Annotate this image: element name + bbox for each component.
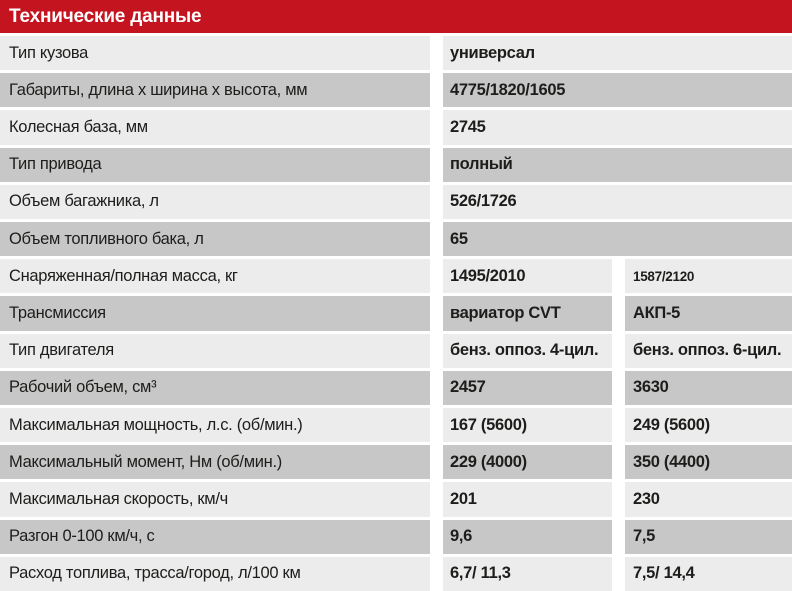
spec-row bbox=[0, 259, 792, 293]
spec-value-primary: 4775/1820/1605 bbox=[443, 73, 792, 107]
spec-value-primary: 65 bbox=[443, 222, 792, 256]
spec-label: Разгон 0-100 км/ч, с bbox=[0, 520, 430, 554]
spec-row bbox=[0, 408, 792, 442]
spec-label: Габариты, длина х ширина х высота, мм bbox=[0, 73, 430, 107]
spec-value-primary: полный bbox=[443, 148, 792, 182]
spec-label: Максимальная мощность, л.с. (об/мин.) bbox=[0, 408, 430, 442]
spec-label: Снаряженная/полная масса, кг bbox=[0, 259, 430, 293]
spec-value-primary: 6,7/ 11,3 bbox=[443, 557, 612, 591]
spec-row bbox=[0, 110, 792, 144]
table-title: Технические данные bbox=[9, 5, 202, 27]
spec-value-primary: 167 (5600) bbox=[443, 408, 612, 442]
spec-value-secondary: 230 bbox=[625, 482, 792, 516]
table-body bbox=[0, 36, 792, 591]
spec-value-secondary: АКП-5 bbox=[625, 296, 792, 330]
spec-row bbox=[0, 520, 792, 554]
spec-value-secondary: 7,5/ 14,4 bbox=[625, 557, 792, 591]
spec-label: Максимальный момент, Нм (об/мин.) bbox=[0, 445, 430, 479]
spec-label: Максимальная скорость, км/ч bbox=[0, 482, 430, 516]
spec-value-primary: 2457 bbox=[443, 371, 612, 405]
spec-row bbox=[0, 371, 792, 405]
spec-value-primary: 9,6 bbox=[443, 520, 612, 554]
spec-value-secondary: 3630 bbox=[625, 371, 792, 405]
spec-label: Тип привода bbox=[0, 148, 430, 182]
spec-label: Трансмиссия bbox=[0, 296, 430, 330]
spec-value-primary: бенз. оппоз. 4-цил. bbox=[443, 334, 612, 368]
spec-value-primary: вариатор CVT bbox=[443, 296, 612, 330]
spec-row bbox=[0, 222, 792, 256]
spec-row bbox=[0, 148, 792, 182]
spec-value-primary: 201 bbox=[443, 482, 612, 516]
spec-value-primary: 229 (4000) bbox=[443, 445, 612, 479]
spec-label: Рабочий объем, см³ bbox=[0, 371, 430, 405]
spec-row bbox=[0, 73, 792, 107]
spec-label: Тип двигателя bbox=[0, 334, 430, 368]
spec-value-secondary: 350 (4400) bbox=[625, 445, 792, 479]
spec-value-primary: 526/1726 bbox=[443, 185, 792, 219]
spec-value-primary: универсал bbox=[443, 36, 792, 70]
spec-row bbox=[0, 296, 792, 330]
spec-row bbox=[0, 185, 792, 219]
spec-row bbox=[0, 334, 792, 368]
spec-label: Объем багажника, л bbox=[0, 185, 430, 219]
spec-value-secondary: 7,5 bbox=[625, 520, 792, 554]
table-header bbox=[0, 0, 792, 33]
spec-row bbox=[0, 445, 792, 479]
spec-label: Объем топливного бака, л bbox=[0, 222, 430, 256]
spec-label: Тип кузова bbox=[0, 36, 430, 70]
spec-label: Колесная база, мм bbox=[0, 110, 430, 144]
spec-label: Расход топлива, трасса/город, л/100 км bbox=[0, 557, 430, 591]
spec-row bbox=[0, 36, 792, 70]
spec-value-primary: 1495/2010 bbox=[443, 259, 612, 293]
spec-value-primary: 2745 bbox=[443, 110, 792, 144]
spec-row bbox=[0, 557, 792, 591]
spec-value-secondary: бенз. оппоз. 6-цил. bbox=[625, 334, 792, 368]
spec-value-secondary: 249 (5600) bbox=[625, 408, 792, 442]
spec-value-secondary: 1587/2120 bbox=[625, 259, 792, 293]
spec-row bbox=[0, 482, 792, 516]
